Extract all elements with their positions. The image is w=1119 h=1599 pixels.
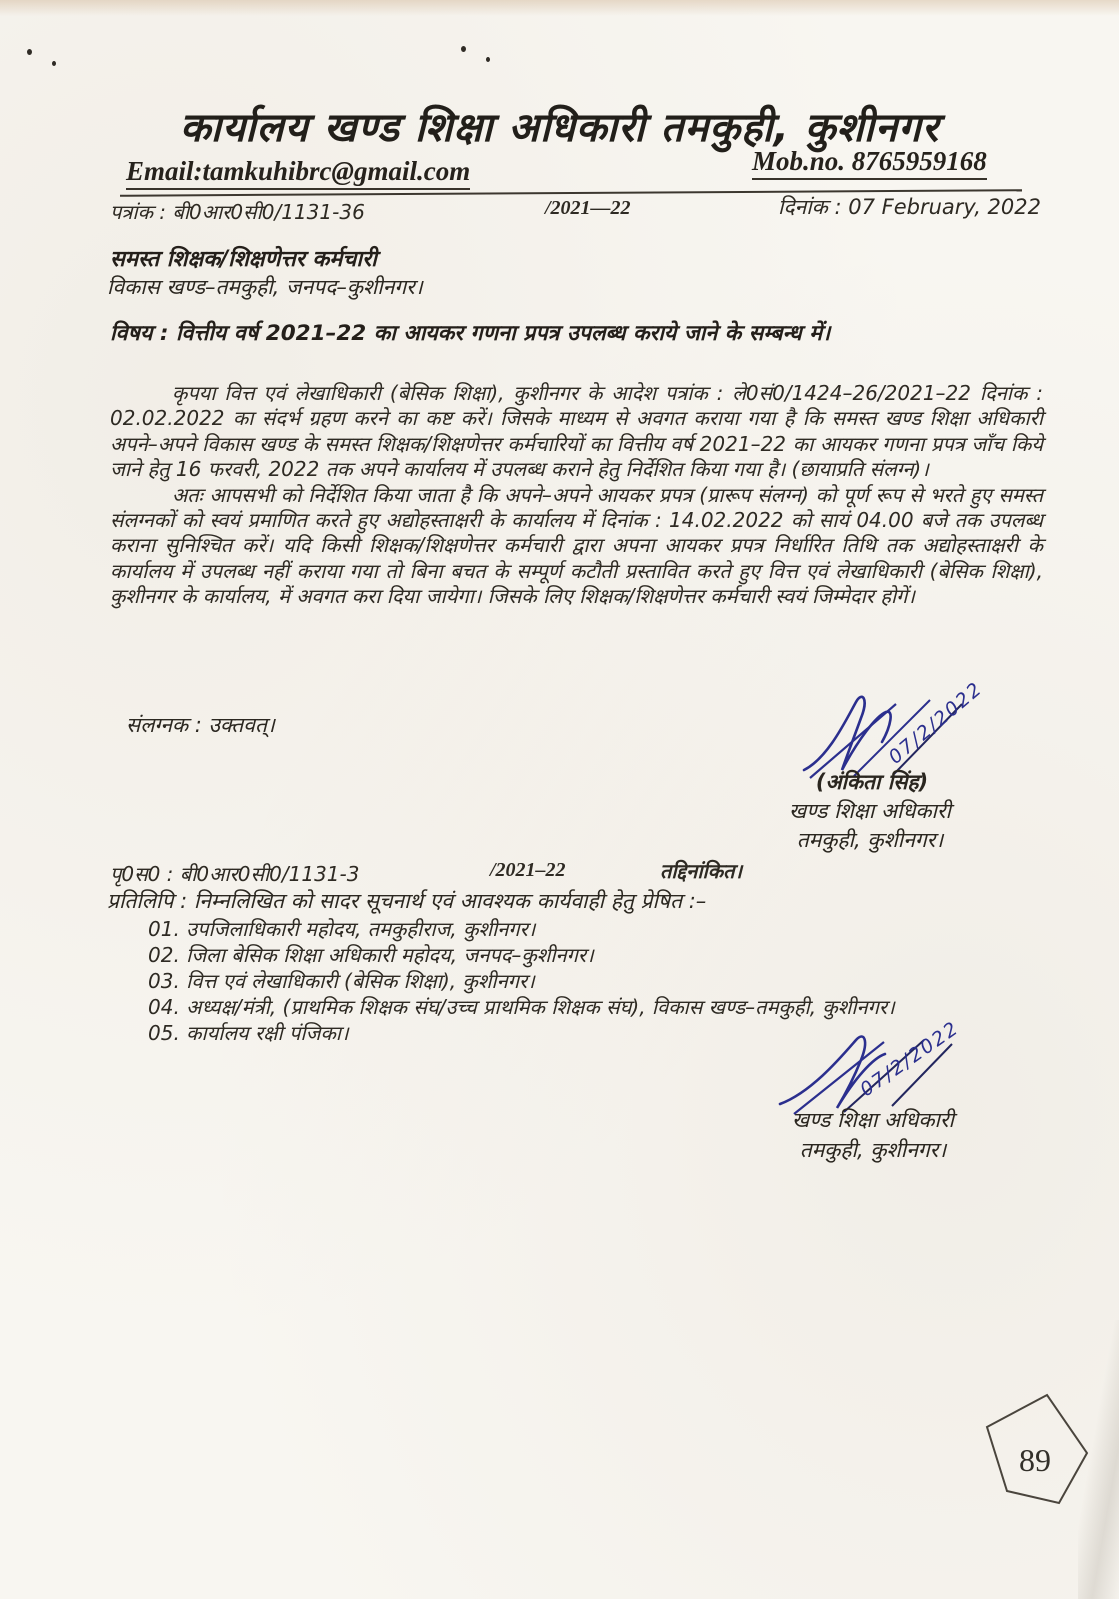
signature-date: 07/2/2022 <box>856 1016 964 1102</box>
letter-date: दिनांक : 07 February, 2022 <box>778 195 1042 219</box>
addressee-line2: विकास खण्ड–तमकुही, जनपद–कुशीनगर। <box>107 275 423 299</box>
letter-body <box>110 381 1043 610</box>
addressee-line1: समस्त शिक्षक/शिक्षणेत्तर कर्मचारी <box>110 247 377 272</box>
copy-ref-number: पृ0स0 : बी0आर0सी0/1131-3 <box>110 862 360 886</box>
signer-designation: खण्ड शिक्षा अधिकारी <box>789 799 951 823</box>
letter-ref-year: /2021—22 <box>545 197 631 219</box>
subject-line: विषय : वित्तीय वर्ष 2021–22 का आयकर गणना प्रपत्र उपलब्ध कराये जाने के सम्बन्ध में। <box>110 321 831 346</box>
letter-ref-number: पत्रांक : बी0आर0सी0/1131-36 <box>110 200 365 224</box>
dust-speck <box>27 49 32 55</box>
dust-speck <box>461 46 466 52</box>
body-paragraph-1: कृपया वित्त एवं लेखाधिकारी (बेसिक शिक्षा), कुशीनगर के आदेश पत्रांक : ले0सं0/1424–26/2021–22 दिनांक : 02.02.2022 का संदर्भ ग्रहण करने का कष्ट करें। जिसके माध्यम से अवगत कराया गया है कि समस्त खण्ड शिक्षा अधिकारी अपने–अपने विकास खण्ड के समस्त शिक्षक/शिक्षणेत्तर कर्मचारियों का वित्तीय वर्ष 2021–22 का आयकर गणना प्रपत्र जाँच किये जाने हेतु 16 फरवरी, 2022 तक अपने कार्यालय में उपलब्ध कराने हेतु निर्देशित किया गया है। (छायाप्रति संलग्न)। <box>110 381 1043 482</box>
page-number: 89 <box>1019 1442 1051 1478</box>
page-number-badge <box>985 1393 1089 1505</box>
cc-item: 04. अध्यक्ष/मंत्री, (प्राथमिक शिक्षक संघ/उच्च प्राथमिक शिक्षक संघ), विकास खण्ड–तमकुही, कुशीनगर। <box>148 995 895 1019</box>
office-title: कार्यालय खण्ड शिक्षा अधिकारी तमकुही, कुशीनगर <box>179 105 940 151</box>
cc-item: 03. वित्त एवं लेखाधिकारी (बेसिक शिक्षा), कुशीनगर। <box>148 969 535 993</box>
mobile-number: Mob.no. 8765959168 <box>752 146 987 180</box>
cc-item: 01. उपजिलाधिकारी महोदय, तमकुहीराज, कुशीनगर। <box>148 917 536 941</box>
signer-place: तमकुही, कुशीनगर। <box>799 1138 947 1162</box>
body-paragraph-2: अतः आपसभी को निर्देशित किया जाता है कि अपने–अपने आयकर प्रपत्र (प्रारूप संलग्न) को पूर्ण रूप से भरते हुए समस्त संलग्नकों को स्वयं प्रमाणित करते हुए अद्योहस्ताक्षरी के कार्यालय में दिनांक : 14.02.2022 को सायं 04.00 बजे तक उपलब्ध कराना सुनिश्चित करें। यदि किसी शिक्षक/शिक्षणेत्तर कर्मचारी द्वारा अपना आयकर प्रपत्र निर्धारित तिथि तक अद्योहस्ताक्षरी के कार्यालय में उपलब्ध नहीं कराया गया तो बिना बचत के सम्पूर्ण कटौती प्रस्तावित करते हुए वित्त एवं लेखाधिकारी (बेसिक शिक्षा), कुशीनगर के कार्यालय, में अवगत करा दिया जायेगा। जिसके लिए शिक्षक/शिक्षणेत्तर कर्मचारी स्वयं जिम्मेदार होगें। <box>110 482 1043 609</box>
signature-date: 07/2/2022 <box>884 677 987 769</box>
email-text: Email:tamkuhibrc@gmail.com <box>126 156 470 190</box>
cc-item: 02. जिला बेसिक शिक्षा अधिकारी महोदय, जनपद–कुशीनगर। <box>148 943 594 967</box>
dust-speck <box>52 61 56 66</box>
signer-designation: खण्ड शिक्षा अधिकारी <box>792 1108 954 1132</box>
copy-ref-note: तद्दिनांकित। <box>660 859 743 883</box>
signer-place: तमकुही, कुशीनगर। <box>796 828 944 852</box>
cc-item: 05. कार्यालय रक्षी पंजिका। <box>148 1021 349 1045</box>
cc-list <box>148 916 1048 1046</box>
copy-ref-year: /2021–22 <box>490 859 566 881</box>
enclosure-note: संलग्नक : उक्तवत्। <box>126 713 275 737</box>
signer-name: (अंकिता सिंह) <box>815 770 929 794</box>
cc-heading: प्रतिलिपि : निम्नलिखित को सादर सूचनार्थ एवं आवश्यक कार्यवाही हेतु प्रेषित :– <box>107 889 707 913</box>
dust-speck <box>486 57 490 62</box>
